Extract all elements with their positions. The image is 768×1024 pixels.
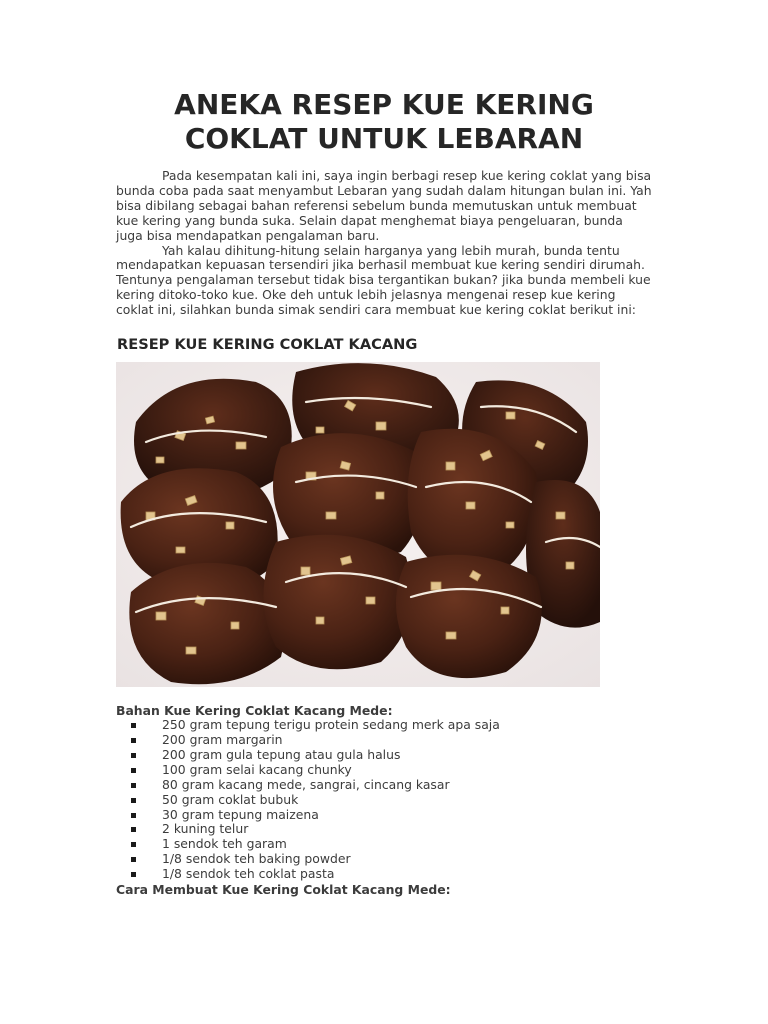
- ingredient-text: 200 gram gula tepung atau gula halus: [162, 746, 401, 762]
- square-bullet-icon: [131, 738, 136, 743]
- list-item: [116, 763, 652, 778]
- ingredients-list: [116, 718, 652, 882]
- title-line-2: COKLAT UNTUK LEBARAN: [184, 122, 584, 155]
- ingredient-text: 30 gram tepung maizena: [162, 806, 319, 822]
- list-item: [116, 808, 652, 823]
- intro-text: [116, 169, 652, 318]
- document-page: [116, 88, 652, 897]
- document-title: [116, 88, 652, 156]
- list-item: [116, 852, 652, 867]
- list-item: [116, 748, 652, 763]
- list-item: [116, 837, 652, 852]
- square-bullet-icon: [131, 783, 136, 788]
- square-bullet-icon: [131, 798, 136, 803]
- square-bullet-icon: [131, 857, 136, 862]
- list-item: [116, 718, 652, 733]
- square-bullet-icon: [131, 842, 136, 847]
- square-bullet-icon: [131, 827, 136, 832]
- list-item: [116, 733, 652, 748]
- ingredient-text: 250 gram tepung terigu protein sedang merk apa saja: [162, 717, 500, 733]
- ingredient-text: 1/8 sendok teh coklat pasta: [162, 866, 335, 882]
- method-heading: Cara Membuat Kue Kering Coklat Kacang Mede:: [116, 882, 451, 898]
- intro-paragraph-1: Pada kesempatan kali ini, saya ingin berbagi resep kue kering coklat yang bisa bunda coba pada saat menyambut Lebaran yang sudah dalam hitungan bulan ini. Yah bisa dibilang sebagai bahan referensi sebelum bunda memutuskan untuk membuat kue kering yang bunda suka. Selain dapat menghemat biaya pengeluaran, bunda juga bisa mendapatkan pengalaman baru.: [116, 168, 652, 243]
- square-bullet-icon: [131, 723, 136, 728]
- square-bullet-icon: [131, 872, 136, 877]
- list-item: [116, 822, 652, 837]
- ingredient-text: 80 gram kacang mede, sangrai, cincang kasar: [162, 776, 450, 792]
- title-line-1: ANEKA RESEP KUE KERING: [174, 88, 594, 121]
- square-bullet-icon: [131, 753, 136, 758]
- ingredient-text: 100 gram selai kacang chunky: [162, 761, 352, 777]
- ingredient-text: 2 kuning telur: [162, 821, 249, 837]
- ingredient-text: 50 gram coklat bubuk: [162, 791, 299, 807]
- ingredients-heading: Bahan Kue Kering Coklat Kacang Mede:: [116, 703, 393, 719]
- ingredient-text: 1 sendok teh garam: [162, 836, 287, 852]
- square-bullet-icon: [131, 768, 136, 773]
- cookies-photo: [116, 362, 600, 687]
- square-bullet-icon: [131, 813, 136, 818]
- intro-paragraph-2: Yah kalau dihitung-hitung selain harganya yang lebih murah, bunda tentu mendapatkan kepuasan tersendiri jika berhasil membuat kue kering sendiri dirumah. Tentunya pengalaman tersebut tidak bisa tergantikan bukan? jika bunda membeli kue kering ditoko-toko kue. Oke deh untuk lebih jelasnya mengenai resep kue kering coklat ini, silahkan bunda simak sendiri cara membuat kue kering coklat berikut ini:: [116, 242, 651, 318]
- list-item: [116, 793, 652, 808]
- ingredient-text: 200 gram margarin: [162, 731, 283, 747]
- section-heading: RESEP KUE KERING COKLAT KACANG: [117, 336, 418, 354]
- list-item: [116, 867, 652, 882]
- list-item: [116, 778, 652, 793]
- ingredient-text: 1/8 sendok teh baking powder: [162, 851, 351, 867]
